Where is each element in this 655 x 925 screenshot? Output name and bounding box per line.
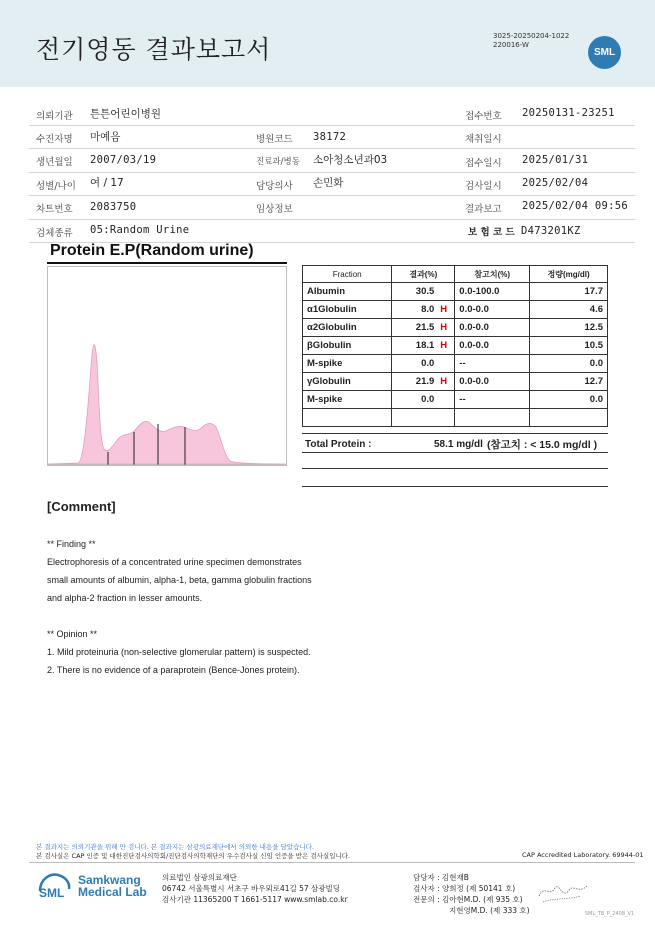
divider	[29, 219, 635, 220]
total-protein-reference: (참고치 : < 15.0 mg/dl )	[487, 439, 598, 451]
opinion-header: ** Opinion **	[47, 629, 98, 639]
table-row	[303, 319, 608, 337]
table-row	[303, 283, 608, 301]
dept-label: 진료과/병동	[256, 157, 300, 167]
sex-age-value: 여 / 17	[90, 177, 124, 189]
table-header-row	[303, 266, 608, 283]
hospital-code-label: 병원코드	[256, 134, 293, 145]
receipt-date-value: 2025/01/31	[522, 154, 589, 166]
flag-cell: H	[438, 319, 455, 337]
result-cell: 21.9	[392, 373, 439, 391]
result-cell: 8.0	[392, 301, 439, 319]
footer-address: 06742 서울특별시 서초구 바우뫼로41길 57 삼광빌딩	[162, 884, 341, 893]
receipt-no-label: 접수번호	[465, 111, 502, 122]
result-cell: 0.0	[392, 355, 439, 373]
total-protein-value: 58.1 mg/dl	[434, 439, 483, 450]
densitometry-svg	[48, 267, 286, 465]
insurance-code-value: D473201KZ	[521, 225, 581, 237]
institution-value: 튼튼어린이병원	[90, 108, 162, 120]
document-code-1: 3025-20250204-1022	[493, 32, 570, 40]
reference-cell: --	[455, 355, 530, 373]
footer-manager: 담당자 : 김현재B	[413, 873, 469, 882]
result-cell: 0.0	[392, 391, 439, 409]
sex-age-label: 성별/나이	[36, 181, 76, 192]
test-date-value: 2025/02/04	[522, 177, 589, 189]
quantity-cell: 4.6	[530, 301, 608, 319]
report-date-value: 2025/02/04 09:56	[522, 200, 628, 212]
fraction-cell: M-spike	[303, 355, 392, 373]
table-row	[303, 409, 608, 427]
table-row	[303, 373, 608, 391]
quantity-cell: 10.5	[530, 337, 608, 355]
header-reference: 참고치(%)	[455, 266, 530, 283]
sml-footer-logo-icon	[36, 871, 72, 901]
report-date-label: 결과보고	[465, 204, 502, 215]
patient-name-value: 마예음	[90, 131, 121, 143]
receipt-no-value: 20250131-23251	[522, 107, 615, 119]
insurance-code-label: 보 험 코 드	[468, 227, 515, 238]
footer-notice-1: 본 결과지는 의뢰기관을 위해 만 검니다. 본 결과지는 삼광의료재단에서 의뢰한 내용을 담았습니다.	[36, 843, 315, 851]
quantity-cell: 0.0	[530, 391, 608, 409]
table-row	[303, 337, 608, 355]
company-name-line-1: Samkwang	[78, 873, 141, 887]
specimen-label: 검체종류	[36, 228, 73, 239]
finding-line: and alpha-2 fraction in lesser amounts.	[47, 593, 203, 603]
total-protein-label: Total Protein :	[305, 439, 372, 450]
header-fraction: Fraction	[303, 266, 392, 283]
result-cell: 21.5	[392, 319, 439, 337]
flag-cell	[438, 409, 455, 427]
svg-text:SML: SML	[39, 886, 65, 900]
divider	[29, 125, 635, 126]
rule-line	[302, 468, 608, 469]
result-cell	[392, 409, 439, 427]
divider	[29, 172, 635, 173]
footer-tester: 검사자 : 양희정 (제 50141 호)	[413, 884, 516, 893]
fraction-cell: α1Globulin	[303, 301, 392, 319]
flag-cell: H	[438, 337, 455, 355]
result-cell: 30.5	[392, 283, 439, 301]
header-quantity: 정량(mg/dl)	[530, 266, 608, 283]
footer-specialist-1: 전문의 : 김아현M.D. (제 935 호)	[413, 895, 523, 904]
test-title: Protein E.P(Random urine)	[50, 242, 254, 259]
doctor-label: 담당의사	[256, 181, 293, 192]
rule-line	[302, 452, 608, 453]
cap-accreditation: CAP Accredited Laboratory. 69944-01	[522, 851, 644, 859]
birth-value: 2007/03/19	[90, 154, 157, 166]
reference-cell: 0.0-0.0	[455, 373, 530, 391]
collection-date-label: 채취일시	[465, 134, 502, 145]
document-code-2: 220016-W	[493, 41, 529, 49]
footer-specialist-2: 지현영M.D. (제 333 호)	[449, 906, 530, 915]
rule-line	[302, 486, 608, 487]
test-date-label: 검사일시	[465, 181, 502, 192]
specimen-value: 05:Random Urine	[90, 224, 190, 236]
quantity-cell: 12.5	[530, 319, 608, 337]
divider	[29, 195, 635, 196]
company-name-line-2: Medical Lab	[78, 885, 147, 899]
footer-notice-2: 본 검사실은 CAP 인증 및 대한진단검사의학회/진단검사의학재단의 우수검사실 신임 인증을 받은 검사실입니다.	[36, 852, 351, 860]
fraction-cell: Albumin	[303, 283, 392, 301]
receipt-date-label: 접수일시	[465, 158, 502, 169]
result-cell: 18.1	[392, 337, 439, 355]
densitometry-curve	[48, 345, 286, 464]
institution-label: 의뢰기관	[36, 111, 73, 122]
form-code: SML_TB_P_2408_V1	[585, 911, 635, 917]
table-row	[303, 355, 608, 373]
fraction-cell: γGlobulin	[303, 373, 392, 391]
quantity-cell: 0.0	[530, 355, 608, 373]
reference-cell	[455, 409, 530, 427]
birth-label: 생년월일	[36, 157, 73, 168]
flag-cell: H	[438, 301, 455, 319]
flag-cell	[438, 283, 455, 301]
quantity-cell: 17.7	[530, 283, 608, 301]
chart-no-label: 차트번호	[36, 204, 73, 215]
patient-name-label: 수진자명	[36, 134, 73, 145]
comment-title: [Comment]	[47, 499, 116, 514]
finding-line: Electrophoresis of a concentrated urine specimen demonstrates	[47, 557, 302, 567]
densitometry-chart	[47, 266, 287, 466]
finding-header: ** Finding **	[47, 539, 96, 549]
dept-value: 소아청소년과03	[313, 154, 388, 166]
fraction-cell: M-spike	[303, 391, 392, 409]
fraction-table	[302, 265, 608, 427]
title-underline	[47, 262, 287, 264]
fraction-cell: α2Globulin	[303, 319, 392, 337]
reference-cell: 0.0-0.0	[455, 319, 530, 337]
hospital-code-value: 38172	[313, 131, 347, 143]
company-name	[78, 874, 147, 898]
sml-logo: SML	[588, 36, 621, 69]
finding-line: small amounts of albumin, alpha-1, beta, gamma globulin fractions	[47, 575, 312, 585]
quantity-cell: 12.7	[530, 373, 608, 391]
reference-cell: 0.0-0.0	[455, 337, 530, 355]
table-row	[303, 301, 608, 319]
table-row	[303, 391, 608, 409]
flag-cell	[438, 391, 455, 409]
document-code	[493, 32, 569, 50]
header-result: 결과(%)	[392, 266, 455, 283]
quantity-cell	[530, 409, 608, 427]
signature-mark	[535, 876, 595, 910]
opinion-line: 2. There is no evidence of a paraprotein (Bence-Jones protein).	[47, 665, 300, 675]
footer-contact: 검사기관 11365200 T 1661-5117 www.smlab.co.kr	[162, 895, 348, 904]
reference-cell: 0.0-100.0	[455, 283, 530, 301]
reference-cell: 0.0-0.0	[455, 301, 530, 319]
divider	[29, 148, 635, 149]
chart-no-value: 2083750	[90, 201, 137, 213]
fraction-cell: βGlobulin	[303, 337, 392, 355]
page-title: 전기영동 결과보고서	[36, 35, 272, 64]
footer-divider	[29, 862, 635, 863]
opinion-line: 1. Mild proteinuria (non-selective glomerular pattern) is suspected.	[47, 647, 311, 657]
rule-line	[302, 433, 608, 434]
fraction-cell	[303, 409, 392, 427]
footer-org: 의료법인 삼광의료재단	[162, 873, 237, 882]
clinical-info-label: 임상정보	[256, 204, 293, 215]
doctor-value: 손민화	[313, 177, 344, 189]
flag-cell	[438, 355, 455, 373]
flag-cell: H	[438, 373, 455, 391]
reference-cell: --	[455, 391, 530, 409]
